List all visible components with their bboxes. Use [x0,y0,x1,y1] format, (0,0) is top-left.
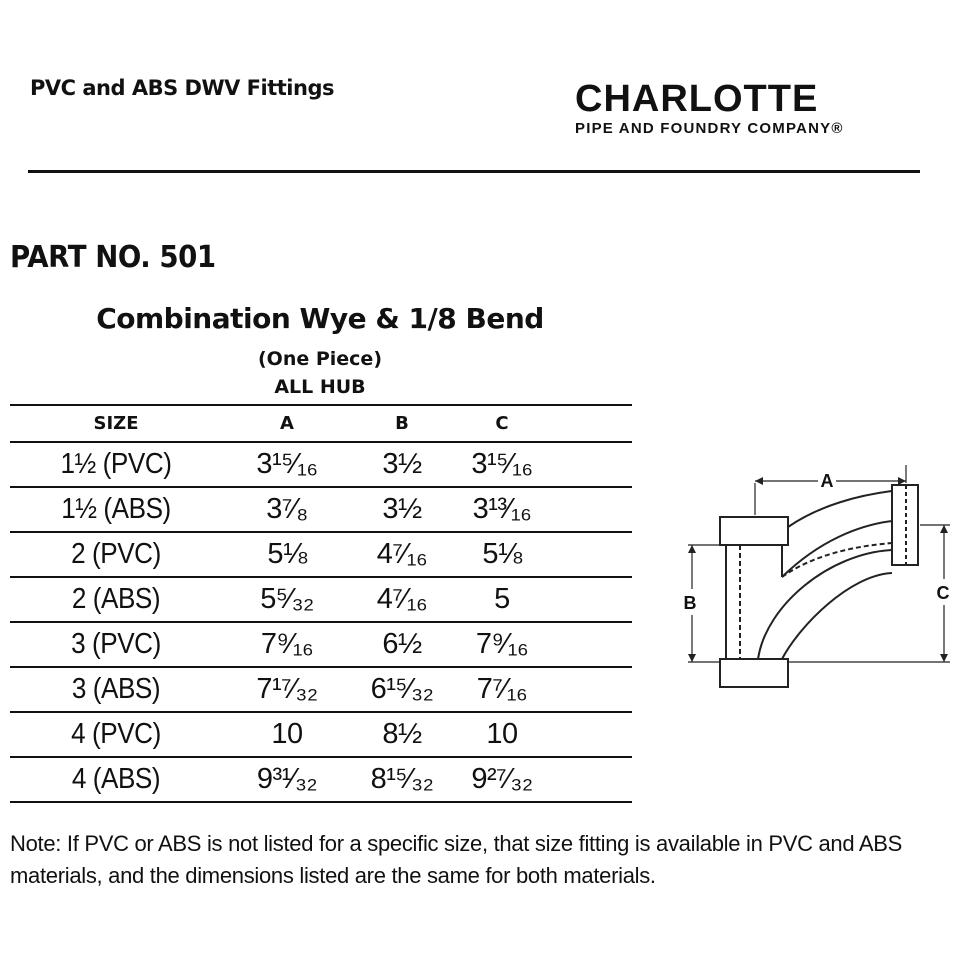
label-c: C [936,583,950,603]
top-hub [720,517,788,545]
fitting-diagram [670,455,955,705]
table-row [10,712,632,757]
cell-b: 3½ [352,487,452,532]
bend-inner-curve [758,550,892,659]
cell-c: 10 [452,712,552,757]
cell-c: 3¹⁵⁄₁₆ [452,442,552,487]
brand-name: CHARLOTTE [575,78,819,120]
table-row [10,442,632,487]
connection-type: ALL HUB [274,376,366,398]
cell-c: 7⁹⁄₁₆ [452,622,552,667]
cell-spacer [552,487,632,532]
part-number: PART NO. 501 [10,240,216,275]
cell-a: 7¹⁷⁄₃₂ [222,667,352,712]
header-c: C [452,405,552,442]
table-row [10,532,632,577]
cell-spacer [552,442,632,487]
cell-b: 4⁷⁄₁₆ [352,532,452,577]
cell-spacer [552,667,632,712]
cell-a: 3¹⁵⁄₁₆ [222,442,352,487]
header-b: B [352,405,452,442]
product-subtitle: (One Piece) [257,348,383,370]
cell-size: 4 (PVC) [21,712,212,757]
cell-b: 3½ [352,442,452,487]
cell-a: 9³¹⁄₃₂ [222,757,352,802]
header-divider [28,170,920,173]
table-row [10,757,632,802]
table-row [10,577,632,622]
cell-a: 7⁹⁄₁₆ [222,622,352,667]
cell-spacer [552,622,632,667]
cell-c: 9²⁷⁄₃₂ [452,757,552,802]
label-b: B [683,593,697,613]
cell-c: 5 [452,577,552,622]
brand-subtitle: PIPE AND FOUNDRY COMPANY® [575,120,844,137]
table-header-row [10,405,632,442]
cell-spacer [552,757,632,802]
cell-b: 6½ [352,622,452,667]
materials-note: Note: If PVC or ABS is not listed for a specific size, that size fitting is available in PVC and ABS materials, and the dimensions listed are the same for both materials. [10,831,902,888]
cell-b: 6¹⁵⁄₃₂ [352,667,452,712]
cell-b: 4⁷⁄₁₆ [352,577,452,622]
cell-size: 1½ (ABS) [21,487,212,532]
cell-a: 5⅛ [222,532,352,577]
header-a: A [222,405,352,442]
cell-a: 3⁷⁄₈ [222,487,352,532]
cell-size: 2 (PVC) [21,532,212,577]
cell-c: 5⅛ [452,532,552,577]
cell-spacer [552,712,632,757]
dimension-table [10,404,632,803]
header-size: SIZE [10,405,222,442]
cell-b: 8¹⁵⁄₃₂ [352,757,452,802]
category-title: PVC and ABS DWV Fittings [30,76,334,100]
table-row [10,667,632,712]
cell-size: 3 (ABS) [21,667,212,712]
product-title: Combination Wye & 1/8 Bend [96,302,544,335]
header-spacer [552,405,632,442]
table-row [10,487,632,532]
cell-a: 10 [222,712,352,757]
label-a: A [820,471,834,491]
cell-c: 3¹³⁄₁₆ [452,487,552,532]
branch-hub [892,485,918,565]
cell-c: 7⁷⁄₁₆ [452,667,552,712]
cell-spacer [552,577,632,622]
cell-size: 1½ (PVC) [21,442,212,487]
bottom-hub [720,659,788,687]
cell-b: 8½ [352,712,452,757]
cell-size: 3 (PVC) [21,622,212,667]
cell-size: 2 (ABS) [21,577,212,622]
branch-outer-curve [788,491,892,527]
cell-size: 4 (ABS) [21,757,212,802]
table-row [10,622,632,667]
brand-logo [575,80,920,137]
cell-a: 5⁵⁄₃₂ [222,577,352,622]
cell-spacer [552,532,632,577]
